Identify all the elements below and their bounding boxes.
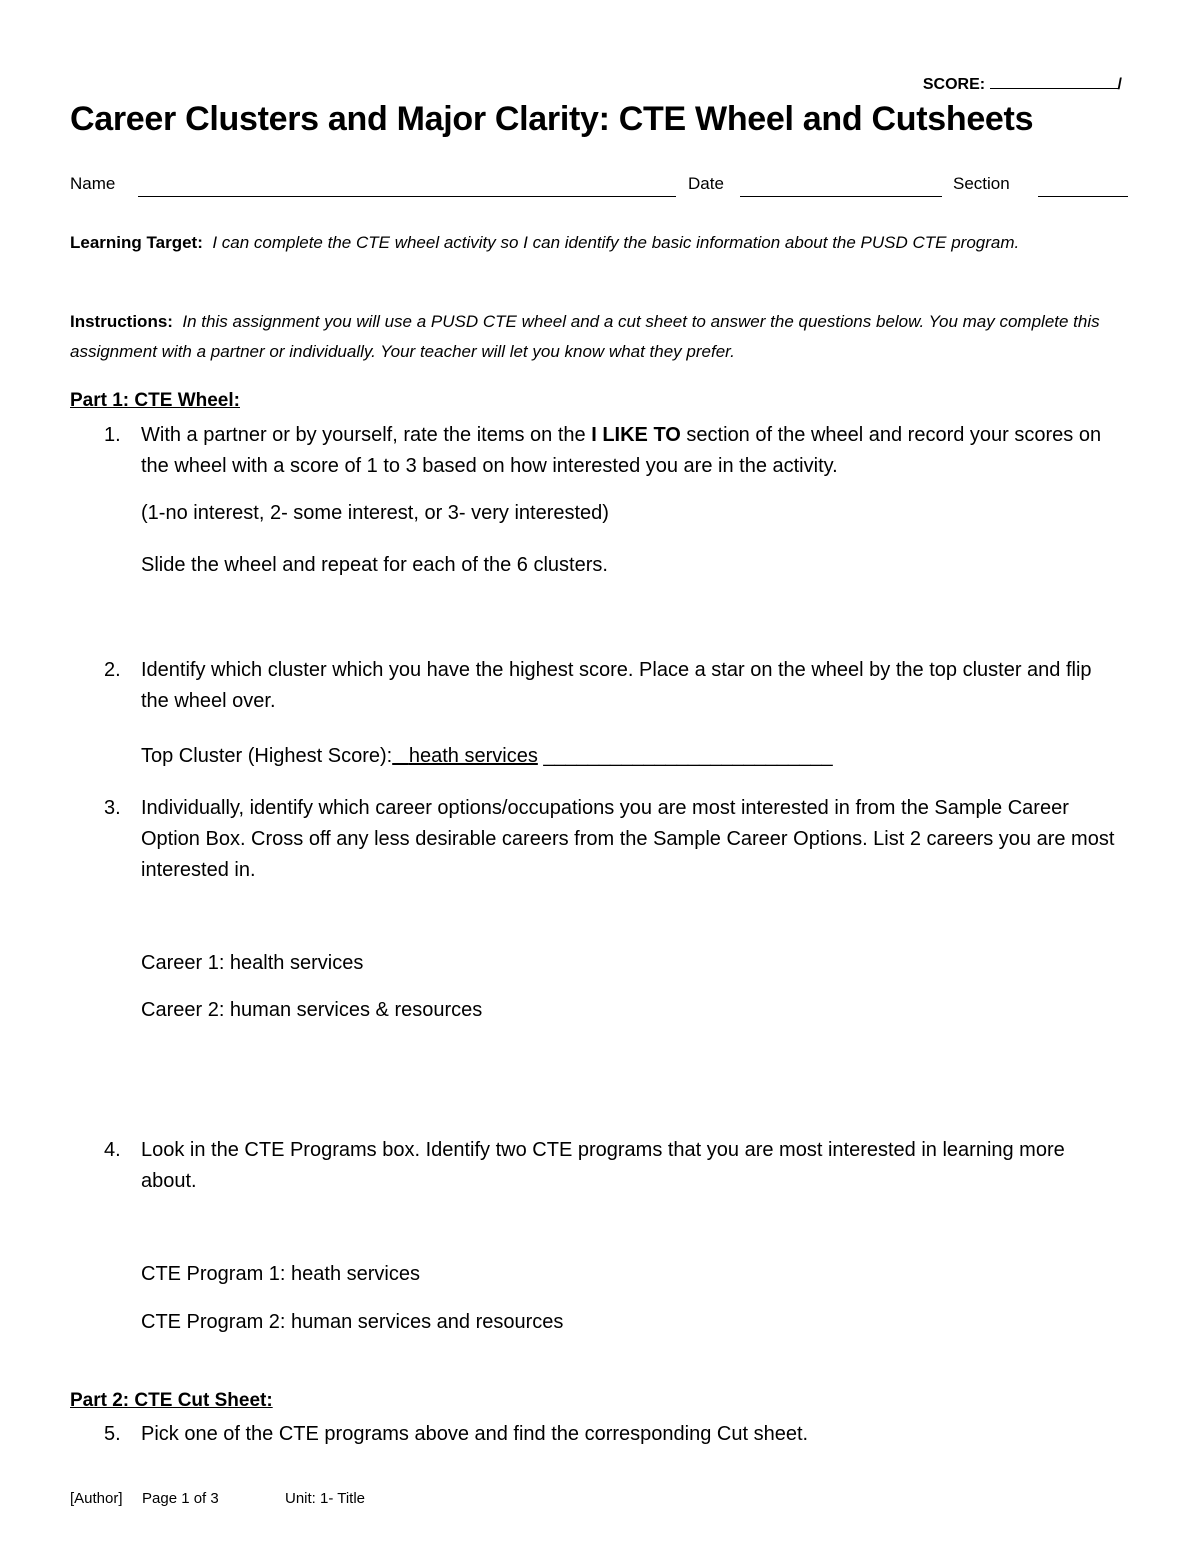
q1-scale: (1-no interest, 2- some interest, or 3- very interested) xyxy=(141,502,609,524)
page-title: Career Clusters and Major Clarity: CTE Wheel and Cutsheets xyxy=(70,100,1034,138)
q2-number: 2. xyxy=(104,659,121,681)
score-slash: / xyxy=(1117,76,1122,93)
part1-heading: Part 1: CTE Wheel: xyxy=(70,390,240,411)
top-cluster-answer-text: heath services xyxy=(408,745,538,767)
q2-text: Identify which cluster which you have the highest score. Place a star on the wheel by the top cluster and flip the wheel over. xyxy=(141,659,1092,712)
name-label: Name xyxy=(70,174,116,193)
footer-page: Page 1 of 3 xyxy=(142,1490,219,1507)
q5-number: 5. xyxy=(104,1423,121,1445)
q5-text: Pick one of the CTE programs above and find the corresponding Cut sheet. xyxy=(141,1423,809,1445)
footer-unit: Unit: 1- Title xyxy=(285,1490,366,1507)
career-1[interactable]: Career 1: health services xyxy=(141,952,364,974)
career-2[interactable]: Career 2: human services & resources xyxy=(141,999,483,1021)
score-field xyxy=(923,74,1122,94)
q3-text: Individually, identify which career options/occupations you are most interested in from the Sample Career Option Box. Cross off any less desirable careers from the Sample Career Options. List 2 careers you are most interested in. xyxy=(141,797,1115,881)
instructions xyxy=(70,307,1130,367)
q2-top-cluster xyxy=(141,745,833,768)
top-cluster-label: Top Cluster (Highest Score): xyxy=(141,745,393,767)
score-blank[interactable] xyxy=(990,74,1118,89)
q3-number: 3. xyxy=(104,797,121,819)
footer-author: [Author] xyxy=(70,1490,123,1507)
score-label: SCORE: xyxy=(922,76,986,93)
instructions-text: In this assignment you will use a PUSD CTE wheel and a cut sheet to answer the questions below. You may complete this assignment with a partner or individually. Your teacher will let you know what they prefer. xyxy=(70,312,1100,361)
q1-text-bold: I LIKE TO xyxy=(591,424,681,446)
section-label: Section xyxy=(953,174,1010,193)
q1-number: 1. xyxy=(104,424,121,446)
top-cluster-trailing: __________________________ xyxy=(543,745,833,767)
q1-text-before: With a partner or by yourself, rate the items on the xyxy=(141,424,592,446)
name-blank[interactable] xyxy=(138,196,676,197)
learning-target-label: Learning Target: xyxy=(70,233,203,252)
q1-slide: Slide the wheel and repeat for each of the 6 clusters. xyxy=(141,554,608,576)
q1-text-after: section of the wheel and record your scores on the wheel with a score of 1 to 3 based on how interested you are in the activity. xyxy=(141,424,1102,477)
q1-text xyxy=(141,420,1121,482)
date-blank[interactable] xyxy=(740,196,942,197)
instructions-label: Instructions: xyxy=(70,312,173,331)
q4-number: 4. xyxy=(104,1139,121,1161)
student-info-fields xyxy=(70,172,1130,202)
part2-heading: Part 2: CTE Cut Sheet: xyxy=(70,1390,273,1411)
q4-text: Look in the CTE Programs box. Identify two CTE programs that you are most interested in learning more about. xyxy=(141,1139,1065,1192)
learning-target xyxy=(70,228,1130,258)
top-cluster-answer[interactable] xyxy=(392,745,538,767)
date-label: Date xyxy=(688,174,724,193)
cte-program-1[interactable]: CTE Program 1: heath services xyxy=(141,1263,420,1285)
section-blank[interactable] xyxy=(1038,196,1128,197)
learning-target-text: I can complete the CTE wheel activity so I can identify the basic information about the PUSD CTE program. xyxy=(212,233,1020,252)
cte-program-2[interactable]: CTE Program 2: human services and resources xyxy=(141,1311,564,1333)
